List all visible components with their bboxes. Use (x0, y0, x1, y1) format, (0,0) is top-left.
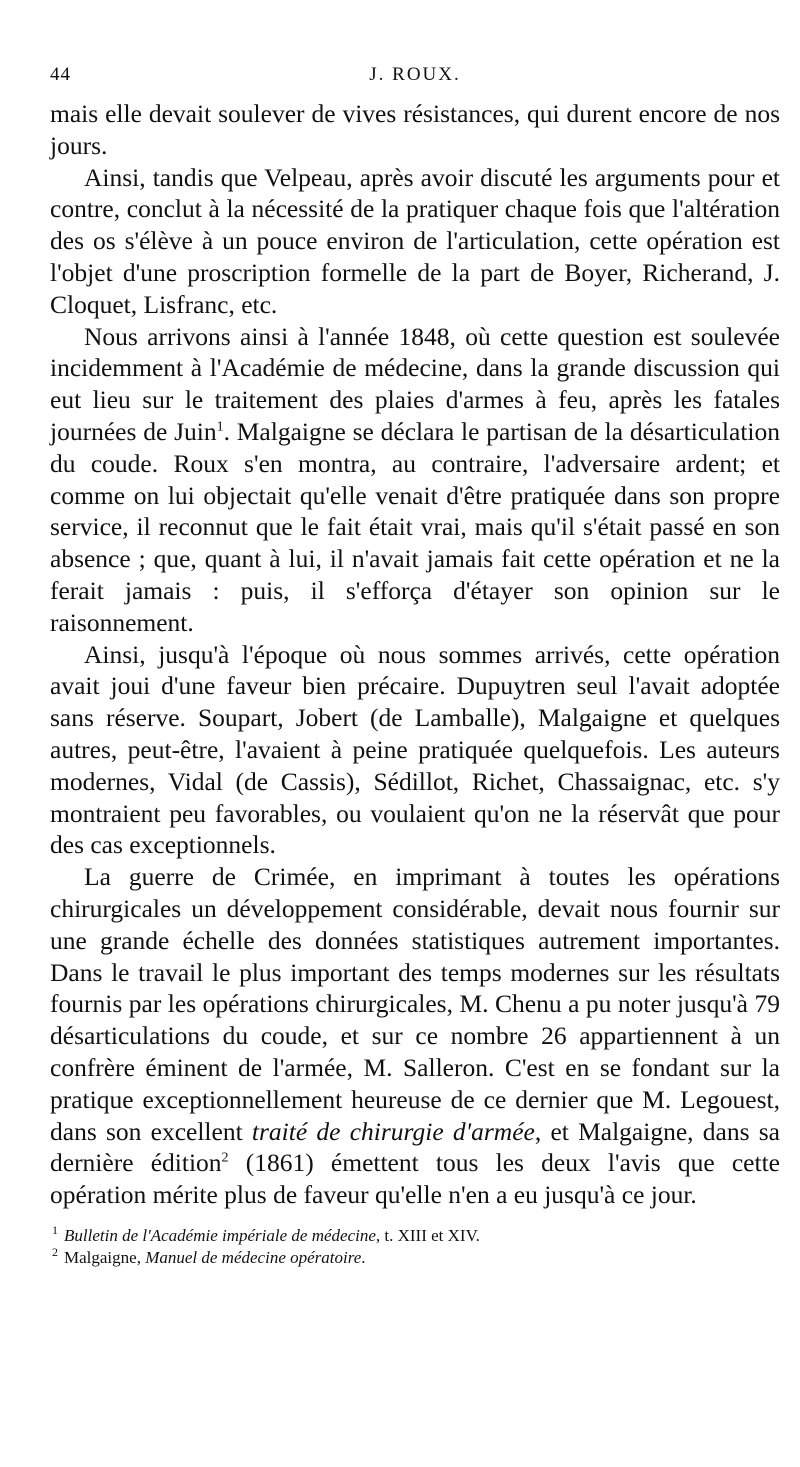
footnote-reference-1: 1 (216, 419, 224, 435)
page-number: 44 (50, 64, 71, 85)
footnote-2: $^2$ Malgaigne, Manuel de médecine opératoire. (52, 1245, 366, 1267)
running-title: J. ROUX. (369, 64, 461, 85)
footnote-marker: 1 (52, 1223, 58, 1238)
footnote-1: $^1$ Bulletin de l'Académie impériale de médecine, t. XIII et XIV. (52, 1223, 480, 1245)
book-title-italic: traité de chirurgie d'armée (251, 1116, 535, 1146)
paragraph-1: mais elle devait soulever de vives résistances, qui durent encore de nos jours. (50, 99, 780, 160)
running-head (50, 58, 780, 98)
paragraph-4: Ainsi, jusqu'à l'époque où nous sommes arrivés, cette opération avait joui d'une faveur bien précaire. Dupuytren seul l'avait adoptée sans réserve. Soupart, Jobert (de Lamballe), Malgaigne et quelques autres, peut-être, l'avaient à peine pratiquée quelquefois. Les auteurs modernes, Vidal (de Cassis), Sédillot, Richet, Chassaignac, etc. s'y montraient peu favorables, ou voulaient qu'on ne la réservât que pour des cas exceptionnels. (50, 639, 780, 860)
footnote-marker: 2 (52, 1245, 58, 1260)
paragraph-5: La guerre de Crimée, en imprimant à toutes les opérations chirurgicales un développement considérable, devait nous fournir sur une grande échelle des données statistiques autrement importantes. Dans le travail le plus important des temps modernes sur les résultats fournis par les opérations chirurgicales, M. Chenu a pu noter jusqu'à 79 désarticulations du coude, et sur ce nombre 26 appartiennent à un confrère éminent de l'armée, M. Salleron. C'est en se fondant sur la pratique exceptionnellement heureuse de ce dernier que M. Legouest, dans son excellent traité de chirurgie d'armée, et Malgaigne, dans sa dernière édition$^2$ (1861) émettent tous les deux l'avis que cette opération mérite plus de faveur qu'elle n'en a eu jusqu'à ce jour. (50, 862, 780, 1210)
footnote-reference-2: 2 (221, 1150, 229, 1166)
book-page (50, 58, 780, 1269)
body-text (50, 98, 780, 1211)
paragraph-3: Nous arrivons ainsi à l'année 1848, où cette question est soulevée incidemment à l'Académie de médecine, dans la grande discussion qui eut lieu sur le traitement des plaies d'armes à feu, après les fatales journées de Juin$^1$. Malgaigne se déclara le partisan de la désarticulation du coude. Roux s'en montra, au contraire, l'adversaire ardent; et comme on lui objectait qu'elle venait d'être pratiquée dans son propre service, il reconnut que le fait était vrai, mais qu'il s'était passé en son absence ; que, quant à lui, il n'avait jamais fait cette opération et ne la ferait jamais : puis, il s'efforça d'étayer son opinion sur le raisonnement. (50, 321, 780, 637)
paragraph-2: Ainsi, tandis que Velpeau, après avoir discuté les arguments pour et contre, conclut à la nécessité de la pratiquer chaque fois que l'altération des os s'élève à un pouce environ de l'articulation, cette opération est l'objet d'une proscription formelle de la part de Boyer, Richerand, J. Cloquet, Lisfranc, etc. (50, 162, 780, 319)
footnotes (50, 1225, 780, 1269)
